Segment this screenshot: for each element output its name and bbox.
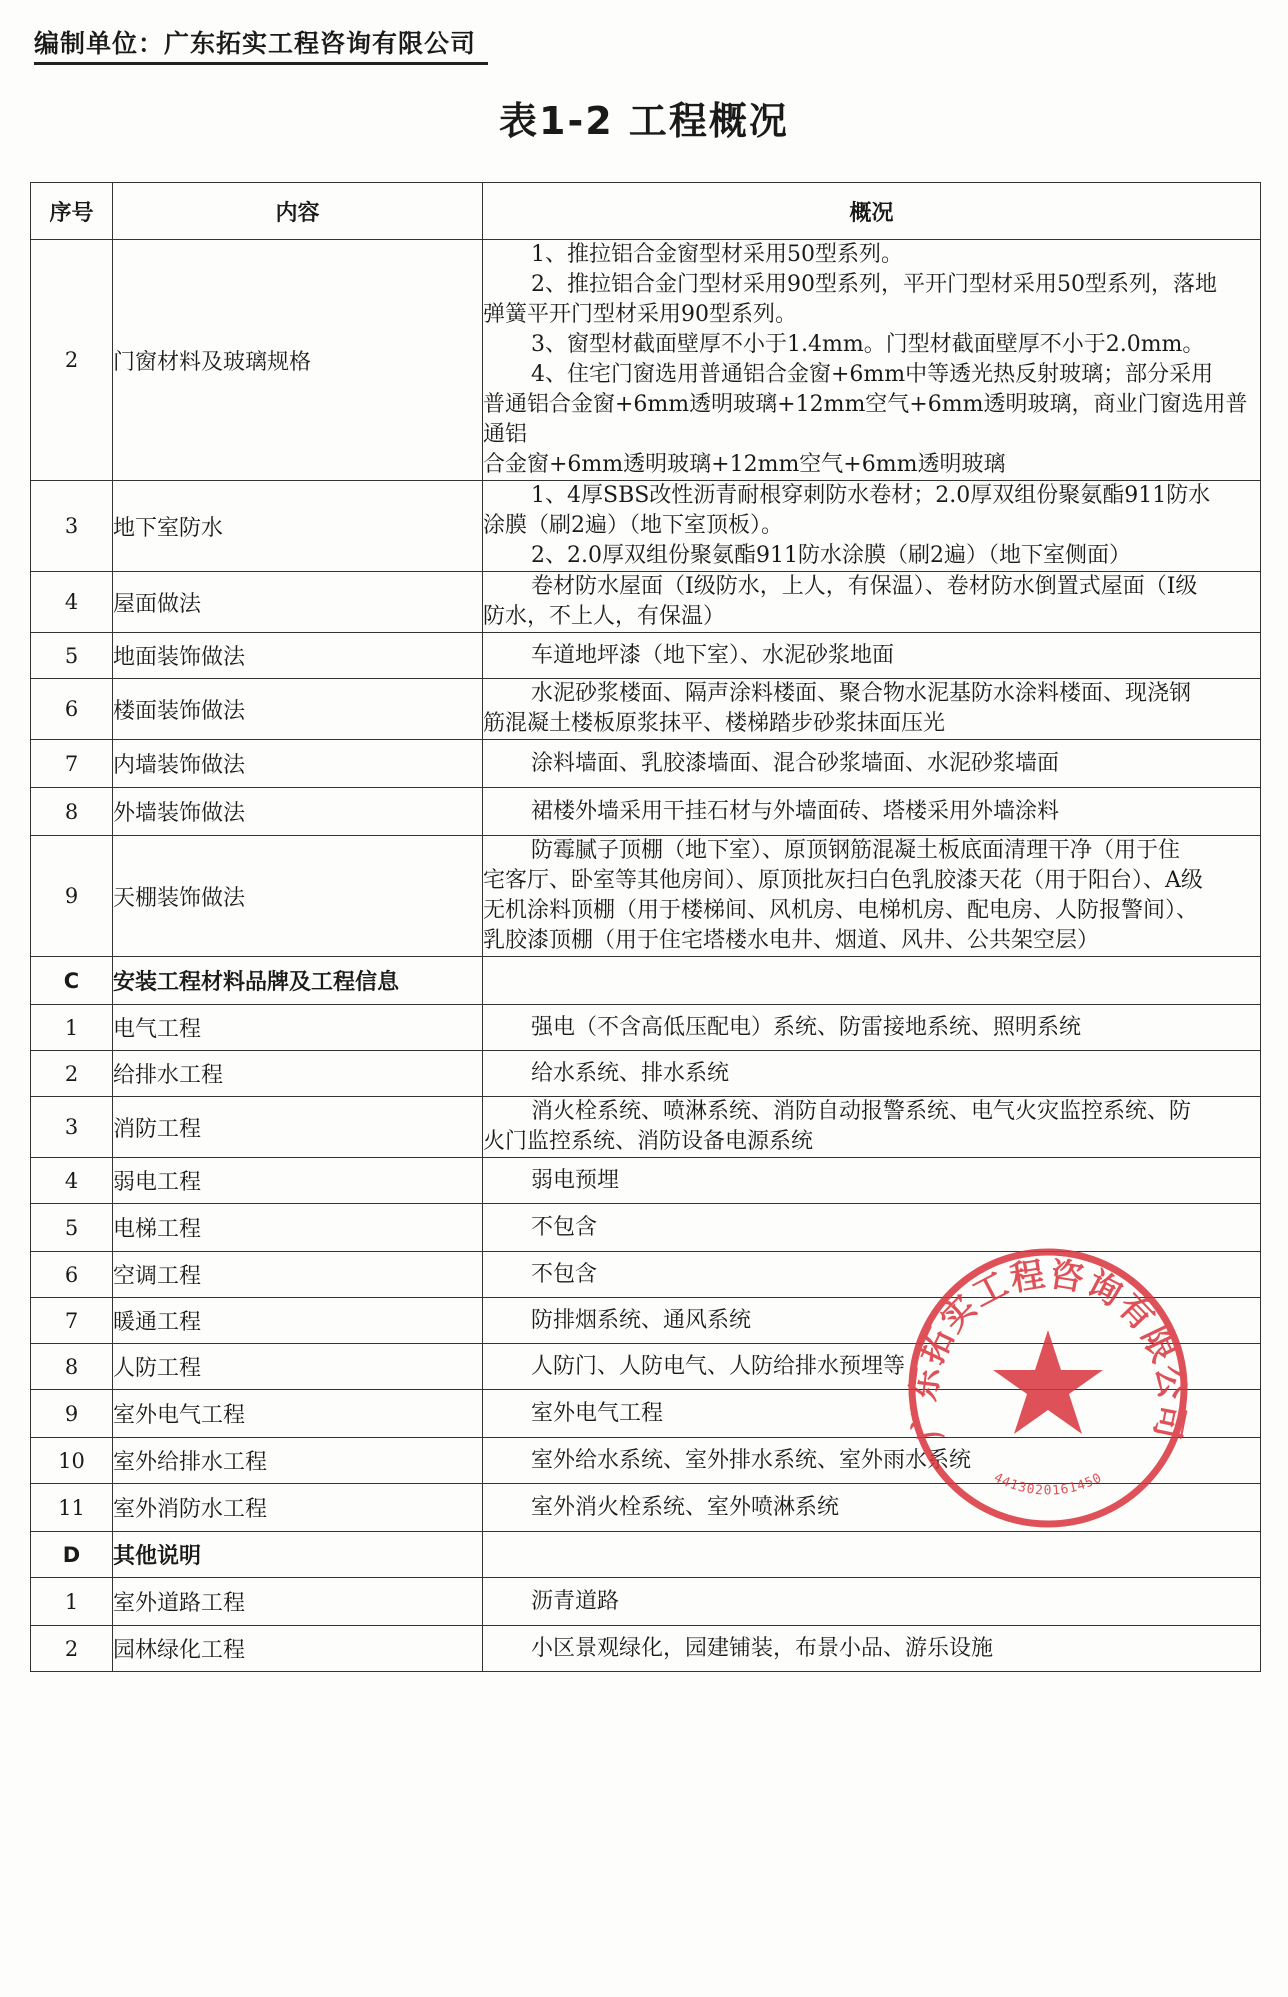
row-seq: 2 bbox=[31, 1051, 113, 1097]
row-description bbox=[483, 1390, 1261, 1438]
description-line: 火门监控系统、消防设备电源系统 bbox=[483, 1129, 814, 1154]
row-item: 电梯工程 bbox=[113, 1204, 483, 1252]
table-row bbox=[31, 1005, 1261, 1051]
row-item: 室外消防水工程 bbox=[113, 1484, 483, 1532]
row-description bbox=[483, 1578, 1261, 1626]
row-description bbox=[483, 1438, 1261, 1484]
table-row bbox=[31, 633, 1261, 679]
description-line: 给水系统、排水系统 bbox=[531, 1060, 730, 1086]
row-seq: 10 bbox=[31, 1438, 113, 1484]
description-line: 1、推拉铝合金窗型材采用50型系列。 bbox=[531, 242, 903, 267]
table-header-row bbox=[31, 183, 1261, 240]
table-row bbox=[31, 1484, 1261, 1532]
row-seq: 3 bbox=[31, 1097, 113, 1158]
row-description bbox=[483, 957, 1261, 1005]
table-row bbox=[31, 1578, 1261, 1626]
table-row bbox=[31, 240, 1261, 481]
description-line: 裙楼外墙采用干挂石材与外墙面砖、塔楼采用外墙涂料 bbox=[531, 798, 1060, 824]
row-seq: 5 bbox=[31, 1204, 113, 1252]
row-seq: 8 bbox=[31, 788, 113, 836]
table-row bbox=[31, 1438, 1261, 1484]
row-item: 消防工程 bbox=[113, 1097, 483, 1158]
row-item: 地面装饰做法 bbox=[113, 633, 483, 679]
table-row bbox=[31, 1626, 1261, 1672]
description-line: 弹簧平开门型材采用90型系列。 bbox=[483, 302, 797, 327]
row-description bbox=[483, 1204, 1261, 1252]
row-item: 天棚装饰做法 bbox=[113, 836, 483, 957]
description-line: 筋混凝土楼板原浆抹平、楼梯踏步砂浆抹面压光 bbox=[483, 711, 946, 736]
row-item: 屋面做法 bbox=[113, 572, 483, 633]
row-item: 楼面装饰做法 bbox=[113, 679, 483, 740]
row-seq: 9 bbox=[31, 836, 113, 957]
project-overview-table bbox=[30, 182, 1261, 1672]
row-item: 门窗材料及玻璃规格 bbox=[113, 240, 483, 481]
row-description bbox=[483, 679, 1261, 740]
table-row bbox=[31, 740, 1261, 788]
seal-text: 广东拓实工程咨询有限公司 bbox=[903, 1254, 1193, 1445]
description-line: 消火栓系统、喷淋系统、消防自动报警系统、电气火灾监控系统、防 bbox=[531, 1099, 1192, 1124]
row-item: 室外电气工程 bbox=[113, 1390, 483, 1438]
row-description bbox=[483, 1252, 1261, 1298]
description-line: 防排烟系统、通风系统 bbox=[531, 1307, 752, 1333]
row-item: 室外给排水工程 bbox=[113, 1438, 483, 1484]
column-header-overview: 概况 bbox=[483, 183, 1261, 240]
column-header-content: 内容 bbox=[113, 183, 483, 240]
description-line: 1、4厚SBS改性沥青耐根穿刺防水卷材；2.0厚双组份聚氨酯911防水 bbox=[531, 483, 1211, 508]
row-item: 弱电工程 bbox=[113, 1158, 483, 1204]
row-item: 其他说明 bbox=[113, 1532, 483, 1578]
section-row bbox=[31, 957, 1261, 1005]
row-description bbox=[483, 1051, 1261, 1097]
row-description bbox=[483, 1005, 1261, 1051]
description-line: 3、窗型材截面壁厚不小于1.4mm。门型材截面壁厚不小于2.0mm。 bbox=[531, 332, 1205, 357]
row-seq: 1 bbox=[31, 1578, 113, 1626]
description-line: 防水，不上人，有保温） bbox=[483, 604, 726, 629]
description-line: 普通铝合金窗+6mm透明玻璃+12mm空气+6mm透明玻璃，商业门窗选用普通铝 bbox=[483, 392, 1248, 447]
table-row bbox=[31, 572, 1261, 633]
description-line: 卷材防水屋面（Ⅰ级防水，上人，有保温）、卷材防水倒置式屋面（Ⅰ级 bbox=[531, 574, 1198, 599]
row-item: 外墙装饰做法 bbox=[113, 788, 483, 836]
row-item: 暖通工程 bbox=[113, 1298, 483, 1344]
row-description bbox=[483, 1158, 1261, 1204]
row-item: 人防工程 bbox=[113, 1344, 483, 1390]
row-description bbox=[483, 1484, 1261, 1532]
row-seq: 7 bbox=[31, 740, 113, 788]
description-line: 涂料墙面、乳胶漆墙面、混合砂浆墙面、水泥砂浆墙面 bbox=[531, 750, 1060, 776]
description-line: 车道地坪漆（地下室）、水泥砂浆地面 bbox=[531, 642, 895, 668]
header-underline bbox=[34, 62, 488, 65]
row-description bbox=[483, 1344, 1261, 1390]
row-description bbox=[483, 572, 1261, 633]
row-seq: D bbox=[31, 1532, 113, 1578]
table-row bbox=[31, 1252, 1261, 1298]
row-seq: 6 bbox=[31, 1252, 113, 1298]
row-seq: 4 bbox=[31, 572, 113, 633]
row-seq: 8 bbox=[31, 1344, 113, 1390]
table-row bbox=[31, 679, 1261, 740]
row-item: 电气工程 bbox=[113, 1005, 483, 1051]
table-row bbox=[31, 1158, 1261, 1204]
table-row bbox=[31, 1051, 1261, 1097]
description-line: 乳胶漆顶棚（用于住宅塔楼水电井、烟道、风井、公共架空层） bbox=[483, 928, 1100, 953]
description-line: 强电（不含高低压配电）系统、防雷接地系统、照明系统 bbox=[531, 1014, 1082, 1040]
row-seq: 2 bbox=[31, 1626, 113, 1672]
row-description bbox=[483, 740, 1261, 788]
row-item: 园林绿化工程 bbox=[113, 1626, 483, 1672]
row-description bbox=[483, 788, 1261, 836]
column-header-seq: 序号 bbox=[31, 183, 113, 240]
description-line: 防霉腻子顶棚（地下室）、原顶钢筋混凝土板底面清理干净（用于住 bbox=[531, 838, 1181, 863]
seal-code: 4413020161450 bbox=[991, 1470, 1105, 1499]
description-line: 水泥砂浆楼面、隔声涂料楼面、聚合物水泥基防水涂料楼面、现浇钢 bbox=[531, 681, 1192, 706]
description-line: 4、住宅门窗选用普通铝合金窗+6mm中等透光热反射玻璃；部分采用 bbox=[531, 362, 1214, 387]
row-description bbox=[483, 481, 1261, 572]
table-row bbox=[31, 1298, 1261, 1344]
description-line: 小区景观绿化，园建铺装，布景小品、游乐设施 bbox=[531, 1635, 994, 1661]
description-line: 不包含 bbox=[531, 1261, 598, 1287]
description-line: 室外给水系统、室外排水系统、室外雨水系统 bbox=[531, 1447, 972, 1473]
row-seq: 7 bbox=[31, 1298, 113, 1344]
table-row bbox=[31, 1097, 1261, 1158]
description-line: 涂膜（刷2遍）（地下室顶板）。 bbox=[483, 513, 783, 538]
description-line: 合金窗+6mm透明玻璃+12mm空气+6mm透明玻璃 bbox=[483, 452, 1006, 477]
row-seq: 4 bbox=[31, 1158, 113, 1204]
row-description bbox=[483, 1626, 1261, 1672]
row-description bbox=[483, 1298, 1261, 1344]
row-seq: 3 bbox=[31, 481, 113, 572]
row-seq: 11 bbox=[31, 1484, 113, 1532]
description-line: 无机涂料顶棚（用于楼梯间、风机房、电梯机房、配电房、人防报警间）、 bbox=[483, 898, 1199, 923]
description-line: 2、2.0厚双组份聚氨酯911防水涂膜（刷2遍）（地下室侧面） bbox=[531, 543, 1131, 568]
description-line: 宅客厅、卧室等其他房间）、原顶批灰扫白色乳胶漆天花（用于阳台）、A级 bbox=[483, 868, 1203, 893]
row-item: 内墙装饰做法 bbox=[113, 740, 483, 788]
compiling-unit-label: 编制单位：广东拓实工程咨询有限公司 bbox=[34, 29, 477, 58]
description-line: 室外消火栓系统、室外喷淋系统 bbox=[531, 1494, 840, 1520]
row-item: 空调工程 bbox=[113, 1252, 483, 1298]
section-row bbox=[31, 1532, 1261, 1578]
row-description bbox=[483, 836, 1261, 957]
row-item: 室外道路工程 bbox=[113, 1578, 483, 1626]
row-seq: 9 bbox=[31, 1390, 113, 1438]
row-seq: 5 bbox=[31, 633, 113, 679]
row-seq: C bbox=[31, 957, 113, 1005]
row-item: 安装工程材料品牌及工程信息 bbox=[113, 957, 483, 1005]
description-line: 沥青道路 bbox=[531, 1588, 620, 1614]
row-description bbox=[483, 240, 1261, 481]
description-line: 人防门、人防电气、人防给排水预埋等 bbox=[531, 1353, 906, 1379]
row-seq: 6 bbox=[31, 679, 113, 740]
description-line: 弱电预埋 bbox=[531, 1167, 620, 1193]
table-row bbox=[31, 788, 1261, 836]
row-seq: 2 bbox=[31, 240, 113, 481]
row-description bbox=[483, 633, 1261, 679]
table-row bbox=[31, 1204, 1261, 1252]
page-title: 表1-2 工程概况 bbox=[499, 99, 789, 143]
table-row bbox=[31, 481, 1261, 572]
row-seq: 1 bbox=[31, 1005, 113, 1051]
description-line: 室外电气工程 bbox=[531, 1400, 664, 1426]
description-line: 2、推拉铝合金门型材采用90型系列，平开门型材采用50型系列，落地 bbox=[531, 272, 1217, 297]
row-item: 地下室防水 bbox=[113, 481, 483, 572]
description-line: 不包含 bbox=[531, 1214, 598, 1240]
table-row bbox=[31, 836, 1261, 957]
row-description bbox=[483, 1532, 1261, 1578]
row-item: 给排水工程 bbox=[113, 1051, 483, 1097]
table-row bbox=[31, 1344, 1261, 1390]
table-row bbox=[31, 1390, 1261, 1438]
row-description bbox=[483, 1097, 1261, 1158]
